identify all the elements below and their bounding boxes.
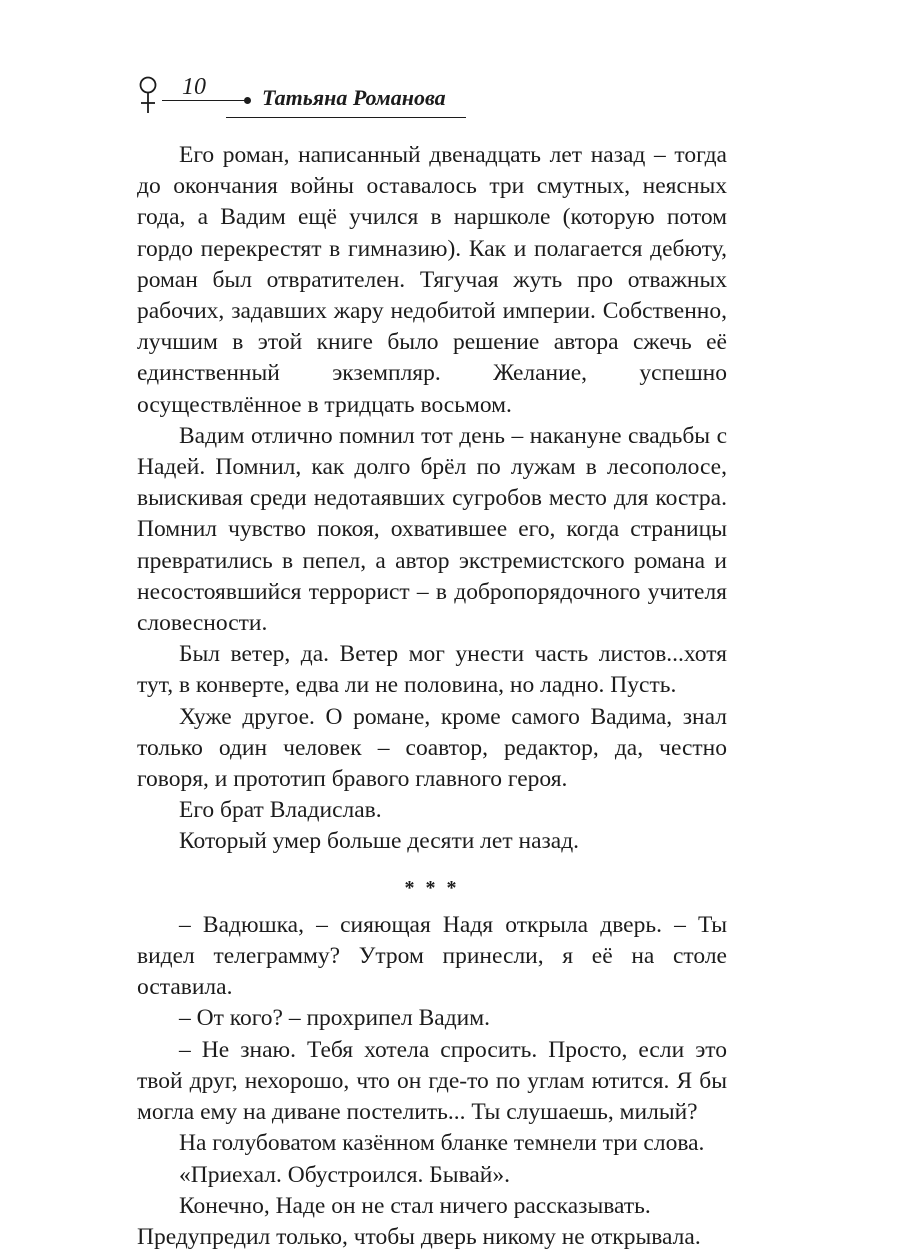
page-number: 10 [182,74,206,100]
body-text [137,140,727,1253]
paragraph: «Приехал. Обустроился. Бывай». [179,1161,510,1188]
section-separator: * * * [404,876,460,899]
author-underline [226,117,466,118]
paragraph: Хуже другое. О романе, кроме самого Вадима, знал только один человек – соавтор, редактор, да, честно говоря, и прототип бравого главного героя. [137,703,727,793]
paragraph: Был ветер, да. Ветер мог унести часть листов...хотя тут, в конверте, едва ли не половина, но ладно. Пусть. [137,641,727,699]
paragraph: – Не знаю. Тебя хотела спросить. Просто, если это твой друг, нехорошо, что он где-то по углам ютится. Я бы могла ему на диване постелить... Ты слушаешь, милый? [137,1036,727,1126]
paragraph: – От кого? – прохрипел Вадим. [179,1005,491,1032]
paragraph: Который умер больше десяти лет назад. [179,828,580,855]
page-number-rule [162,100,246,101]
rule-dot [244,97,251,104]
paragraph: Его брат Владислав. [179,797,382,824]
venus-symbol-icon [138,76,158,114]
paragraph: Его роман, написанный двенадцать лет назад – тогда до окончания войны оставалось три смутных, неясных года, а Вадим ещё учился в наршколе (которую потом гордо перекрестят в гимназию). Как и полагается дебюту, роман был отвратителен. Тягучая жуть про отважных рабочих, задавших жару недобитой империи. Собственно, лучшим в этой книге было решение автора сжечь её единственный экземпляр. Желание, успешно осуществлённое в тридцать восьмом. [137,142,727,418]
paragraph: – Вадюшка, – сияющая Надя открыла дверь. – Ты видел телеграмму? Утром принесли, я её на столе оставила. [137,911,727,1001]
author-name: Татьяна Романова [262,85,446,110]
running-header [138,72,478,122]
paragraph: Конечно, Наде он не стал ничего рассказывать. Предупредил только, чтобы дверь никому не открывала. [137,1192,701,1250]
paragraph: На голубоватом казённом бланке темнели три слова. [179,1130,705,1157]
paragraph: Вадим отлично помнил тот день – накануне свадьбы с Надей. Помнил, как долго брёл по лужам в лесополосе, выискивая среди недотаявших сугробов место для костра. Помнил чувство покоя, охватившее его, когда страницы превратились в пепел, а автор экстремистского романа и несостоявшийся террорист – в добропорядочного учителя словесности. [137,422,727,637]
